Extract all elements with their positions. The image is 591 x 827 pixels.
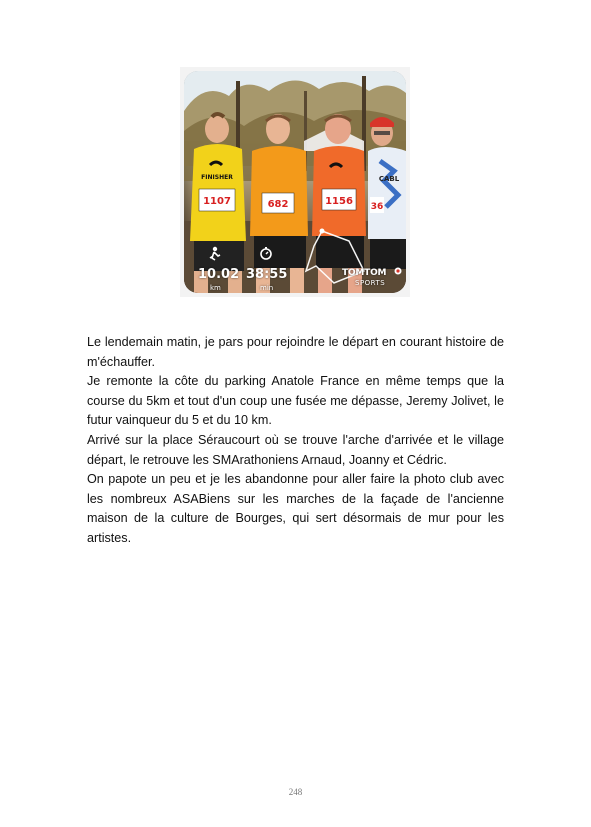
runners-photo xyxy=(180,67,410,297)
distance-value: 10.02 xyxy=(198,267,240,282)
svg-text:36: 36 xyxy=(370,202,384,212)
brand-sub-label: SPORTS xyxy=(355,279,386,287)
time-value: 38:55 xyxy=(246,267,288,282)
brand-label: TOMTOM xyxy=(342,268,387,278)
paragraph: Le lendemain matin, je pars pour rejoindre le départ en courant histoire de m'échauffer. xyxy=(87,335,504,369)
photo-frame xyxy=(184,71,406,293)
svg-text:1156: 1156 xyxy=(325,196,353,207)
paragraph: Je remonte la côte du parking Anatole France en même temps que la course du 5km et tout d'un coup une fusée me dépasse, Jeremy Jolivet, le futur vainqueur du 5 et du 10 km. xyxy=(87,374,504,428)
body-text xyxy=(87,333,504,549)
svg-text:CABL: CABL xyxy=(378,175,400,183)
distance-unit: km xyxy=(210,284,221,292)
paragraph: Arrivé sur la place Séraucourt où se trouve l'arche d'arrivée et le village départ, le retrouve les SMArathoniens Arnaud, Joanny et Cédric. xyxy=(87,432,504,467)
tomtom-logo-icon xyxy=(395,268,402,275)
svg-text:682: 682 xyxy=(267,199,289,210)
paragraph: On papote un peu et je les abandonne pour aller faire la photo club avec les nombreux ASABiens sur les marches de la façade de l'ancienne maison de la culture de Bourges, qui sert désormais de mur pour les artistes. xyxy=(87,472,504,545)
page-number: 248 xyxy=(288,787,303,797)
time-unit: min xyxy=(260,284,274,292)
runners-illustration xyxy=(184,71,406,293)
svg-text:FINISHER: FINISHER xyxy=(201,174,233,181)
svg-text:1107: 1107 xyxy=(203,196,231,207)
